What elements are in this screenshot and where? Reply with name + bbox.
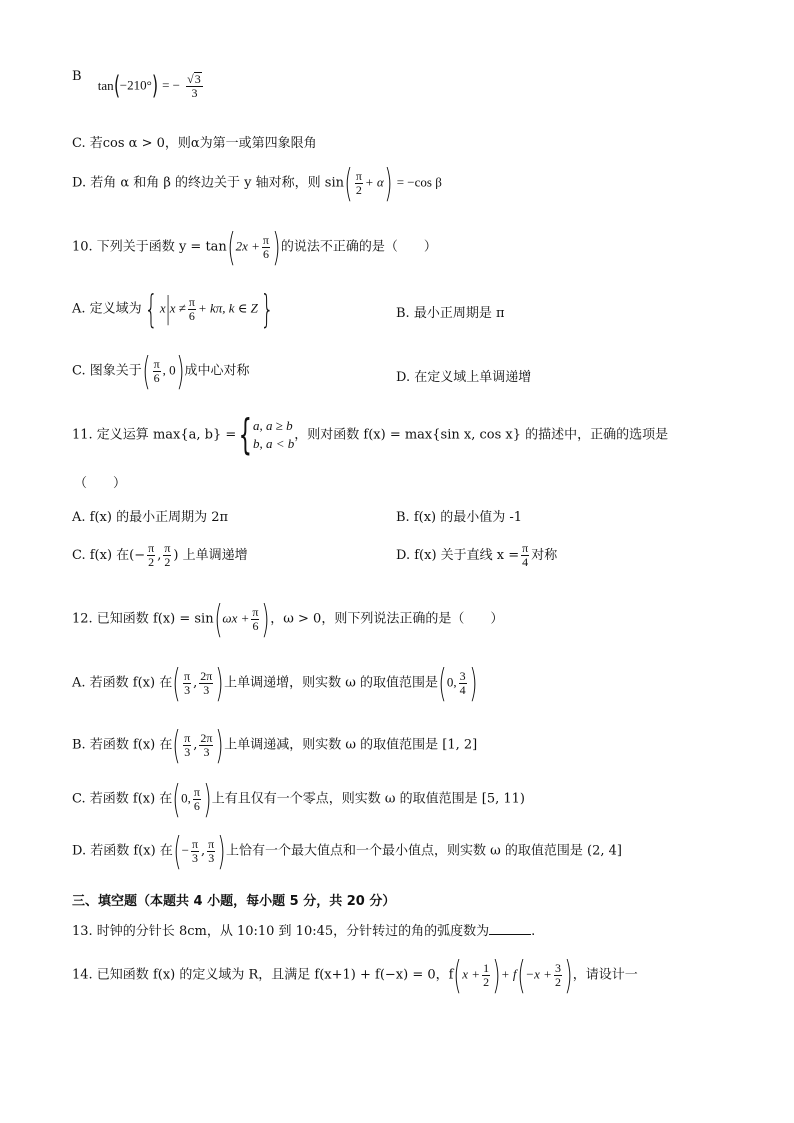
q12-option-b: B. 若函数 f(x) 在( $\frac{\pi}{3}$ , $\frac{2\pi}{3}$ )上单调递减，则实数 ω 的取值范围是 [1, 2] <box>72 723 478 767</box>
q12-stem: 12. 已知函数 f(x) = sin(ωx + $\frac{\pi}{6}$ )，ω > 0，则下列说法正确的是（ ） <box>72 597 504 641</box>
q9-option-c: C. 若cos α > 0，则α为第一或第四象限角 <box>72 136 317 151</box>
q14-stem: 14. 已知函数 f(x) 的定义域为 R，且满足 f(x+1) + f(−x) = 0，f(x + $\frac{1}{2}$ )+ f(−x + $\frac{3}{2}$ )，请设计一 <box>72 953 638 997</box>
q12-option-c: C. 若函数 f(x) 在(0, $\frac{\pi}{6}$ )上有且仅有一个零点，则实数 ω 的取值范围是 [5, 11) <box>72 777 526 821</box>
q10-stem: 10. 下列关于函数 y = tan(2x + $\frac{\pi}{6}$ )的说法不正确的是（ ） <box>72 225 437 269</box>
q9-option-b: B tan(−210°) = − $\frac{√3}{3}$ <box>72 68 201 101</box>
q10-option-b: B. 最小正周期是 π <box>396 306 505 321</box>
q13-stem: 13. 时钟的分针长 8cm，从 10:10 到 10:45，分针转过的角的弧度数为 . <box>72 924 536 939</box>
q11-option-a: A. f(x) 的最小正周期为 2π <box>72 510 229 525</box>
q11-option-b: B. f(x) 的最小值为 -1 <box>396 510 523 525</box>
q11-option-d: D. f(x) 关于直线 x = $\frac{\pi}{4}$ 对称 <box>396 541 558 569</box>
q10-option-c: C. 图象关于( $\frac{\pi}{6}$ , 0)成中心对称 <box>72 349 250 393</box>
q10-option-d: D. 在定义域上单调递增 <box>396 370 532 385</box>
q11-paren: （ ） <box>74 476 127 491</box>
q9-option-d: D. 若角 α 和角 β 的终边关于 y 轴对称，则 sin( $\frac{\pi}{2}$ + α) = −cos β <box>72 161 442 205</box>
q11-stem: 11. 定义运算 max{a, b} ={ a, a ≥ b b, a < b ，则对函数 f(x) = max{sin x, cos x} 的描述中，正确的选项是 <box>72 410 669 459</box>
q12-option-a: A. 若函数 f(x) 在( $\frac{\pi}{3}$ , $\frac{2\pi}{3}$ )上单调递增，则实数 ω 的取值范围是(0, $\frac{3}{4}$ ) <box>72 661 478 705</box>
q11-option-c: C. f(x) 在(− $\frac{\pi}{2}$ , $\frac{\pi}{2}$ ) 上单调递增 <box>72 541 248 569</box>
q10-option-a: A. 定义域为{ x|x ≠ $\frac{\pi}{6}$ + kπ, k ∈ Z} <box>72 287 274 331</box>
q12-option-d: D. 若函数 f(x) 在(− $\frac{\pi}{3}$ , $\frac{\pi}{3}$ )上恰有一个最大值点和一个最小值点，则实数 ω 的取值范围是 (2, 4] <box>72 829 622 873</box>
section-heading: 三、填空题（本题共 4 小题，每小题 5 分，共 20 分） <box>72 894 396 909</box>
q13-answer-blank[interactable] <box>489 922 531 935</box>
